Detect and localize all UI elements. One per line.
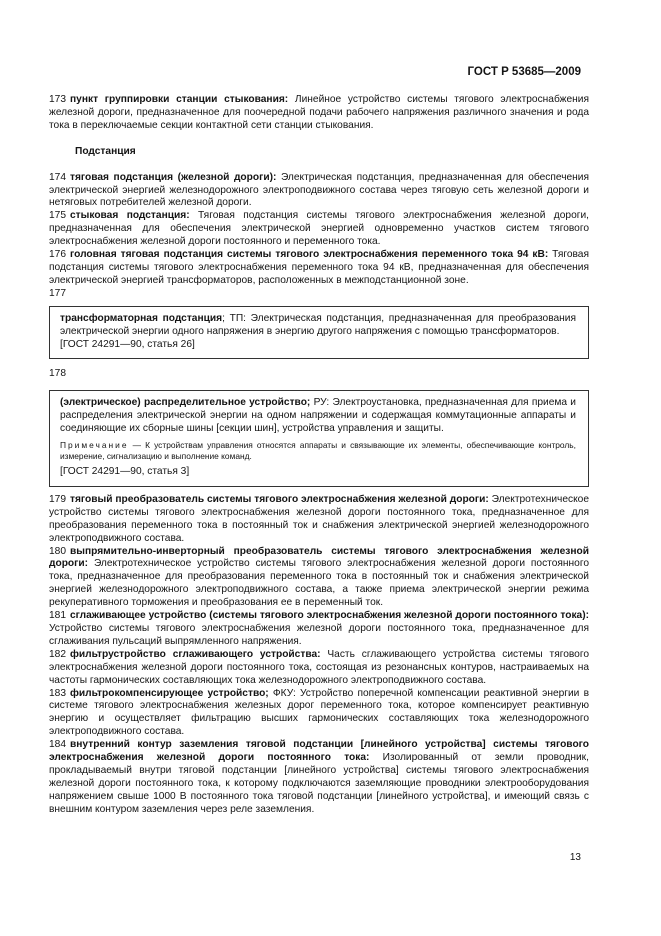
- term-number: 182: [49, 648, 66, 660]
- term-name: внутренний контур заземления тяговой подстанции [линейного устройства] системы тягового электроснабжения железной дороги постоянного тока:: [49, 739, 589, 764]
- source-reference: [ГОСТ 24291—90, статья 3]: [60, 466, 190, 478]
- term-entry-175: [49, 210, 589, 249]
- term-entry-181: [49, 610, 589, 649]
- term-definition: ФКУ: Устройство поперечной компенсации реактивной энергии в системе тягового электроснабжения железных дорог переменного тока, которое компенсирует реактивную энергию и осуществляет фильтрацию высших гармонических составляющих тока железнодорожного электроподвижного состава.: [49, 687, 589, 738]
- term-entry-184: [49, 739, 589, 816]
- term-definition: Линейное устройство системы тягового электроснабжения железной дороги, предназначенное для поочередной подачи рабочего напряжения различного значения и рода тока в переключаемые секции контактной сети станции стыкования.: [49, 94, 589, 131]
- term-number: 180: [49, 545, 66, 557]
- term-name: тяговая подстанция (железной дороги):: [70, 171, 277, 183]
- standard-number: ГОСТ Р 53685—2009: [467, 66, 581, 78]
- quoted-term-box-178: [49, 390, 589, 487]
- note-text: — К устройствам управления относятся аппараты и связывающие их элементы, обеспечивающие контроль, измерение, сигнализацию и выполнение команд.: [60, 440, 576, 462]
- term-name: тяговый преобразователь системы тягового электроснабжения железной дороги:: [70, 493, 489, 505]
- term-definition: ; ТП: Электрическая подстанция, предназначенная для преобразования электрической энергии одного напряжения в энергию другого напряжения с помощью трансформаторов.: [60, 312, 576, 337]
- term-number: 173: [49, 94, 66, 105]
- term-number: 174: [49, 171, 66, 183]
- term-name: трансформаторная подстанция: [60, 312, 223, 324]
- term-number: 176: [49, 249, 66, 261]
- term-name: выпрямительно-инверторный преобразователь системы тягового электроснабжения железной дороги:: [49, 545, 589, 570]
- term-definition: РУ: Электроустановка, предназначенная для приема и распределения электрической энергии на одном напряжении и содержащая коммутационные аппараты и соединяющие их сборные шины [секции шин], устройства управления и защиты.: [60, 397, 576, 435]
- term-entry-183: [49, 688, 589, 740]
- term-definition: Электротехническое устройство системы тягового электроснабжения железной дороги постоянного тока, предназначенное для преобразования переменного тока в постоянный ток и снабжения электрической энергией железнодорожного электроподвижного состава.: [49, 493, 589, 544]
- note: [60, 440, 576, 462]
- term-definition: Устройство системы тягового электроснабжения железной дороги постоянного тока, предназначенное для сглаживания пульсаций выпрямленного напряжения.: [49, 623, 589, 647]
- term-entry-176: [49, 249, 589, 288]
- term-number: 184: [49, 739, 66, 751]
- term-number: 183: [49, 687, 66, 699]
- note-label: Примечание: [60, 440, 129, 451]
- term-definition: Электрическая подстанция, предназначенная для обеспечения электрической энергией железнодорожного электроподвижного состава через тяговую сеть железной дороги и нетяговых потребителей железной дороги.: [49, 171, 590, 209]
- page-number: 13: [569, 852, 581, 863]
- term-name: пункт группировки станции стыкования:: [70, 94, 289, 105]
- term-number: 179: [49, 493, 66, 505]
- term-number-177: 177: [49, 287, 66, 299]
- term-name: (электрическое) распределительное устройство;: [60, 397, 311, 409]
- document-body: [49, 94, 589, 817]
- term-entry-179: [49, 494, 589, 546]
- term-name: фильтрустройство сглаживающего устройства:: [70, 648, 321, 660]
- term-definition: Электротехническое устройство системы тягового электроснабжения железной дороги постоянного тока, предназначенное для преобразования переменного тока в постоянный ток и снабжения электрической энергией железнодорожного электроподвижного состава, а также приема электрической энергии режима рекуперативного торможения и преобразования ее в переменный ток.: [49, 558, 589, 609]
- term-entry-173: [49, 94, 589, 133]
- term-entry-180: [49, 546, 589, 611]
- source-reference: [ГОСТ 24291—90, статья 26]: [60, 338, 195, 350]
- term-definition: Часть сглаживающего устройства системы тягового электроснабжения железной дороги постоянного тока, состоящая из резонансных контуров, настраиваемых на частоты гармонических составляющих тока железнодорожного электроподвижного состава.: [49, 648, 589, 686]
- term-name: головная тяговая подстанция системы тягового электроснабжения переменного тока 94 кВ:: [70, 249, 549, 261]
- term-name: стыковая подстанция:: [70, 210, 190, 222]
- term-name: фильтрокомпенсирующее устройство;: [70, 687, 269, 699]
- term-number: 175: [49, 210, 66, 222]
- term-number-178: 178: [49, 368, 66, 380]
- term-number: 181: [49, 610, 66, 622]
- term-name: сглаживающее устройство (системы тягового электроснабжения железной дороги постоянного тока):: [70, 610, 589, 622]
- quoted-term-box-177: [49, 306, 589, 360]
- section-heading: Подстанция: [75, 145, 136, 157]
- term-definition: Изолированный от земли проводник, прокладываемый внутри тяговой подстанции [линейного устройства] системы тягового электроснабжения железной дороги постоянного тока, к которому подключаются заземляющие проводники электрооборудования напряжением свыше 1000 В постоянного тока тяговой подстанции [линейного устройства], и имеющий связь с внешним контуром заземления через реле заземления.: [49, 752, 589, 815]
- term-definition: Тяговая подстанция системы тягового электроснабжения переменного тока 94 кВ, предназначенная для обеспечения электрической энергией трансформаторов, расположенных в межподстанционной зоне.: [49, 249, 589, 286]
- term-entry-182: [49, 649, 589, 688]
- term-entry-174: [49, 172, 589, 211]
- term-definition: Тяговая подстанция системы тягового электроснабжения железной дороги, предназначенная для обеспечения электрической энергией одновременно участков систем тягового электроснабжения железной дороги постоянного и переменного тока.: [49, 210, 589, 248]
